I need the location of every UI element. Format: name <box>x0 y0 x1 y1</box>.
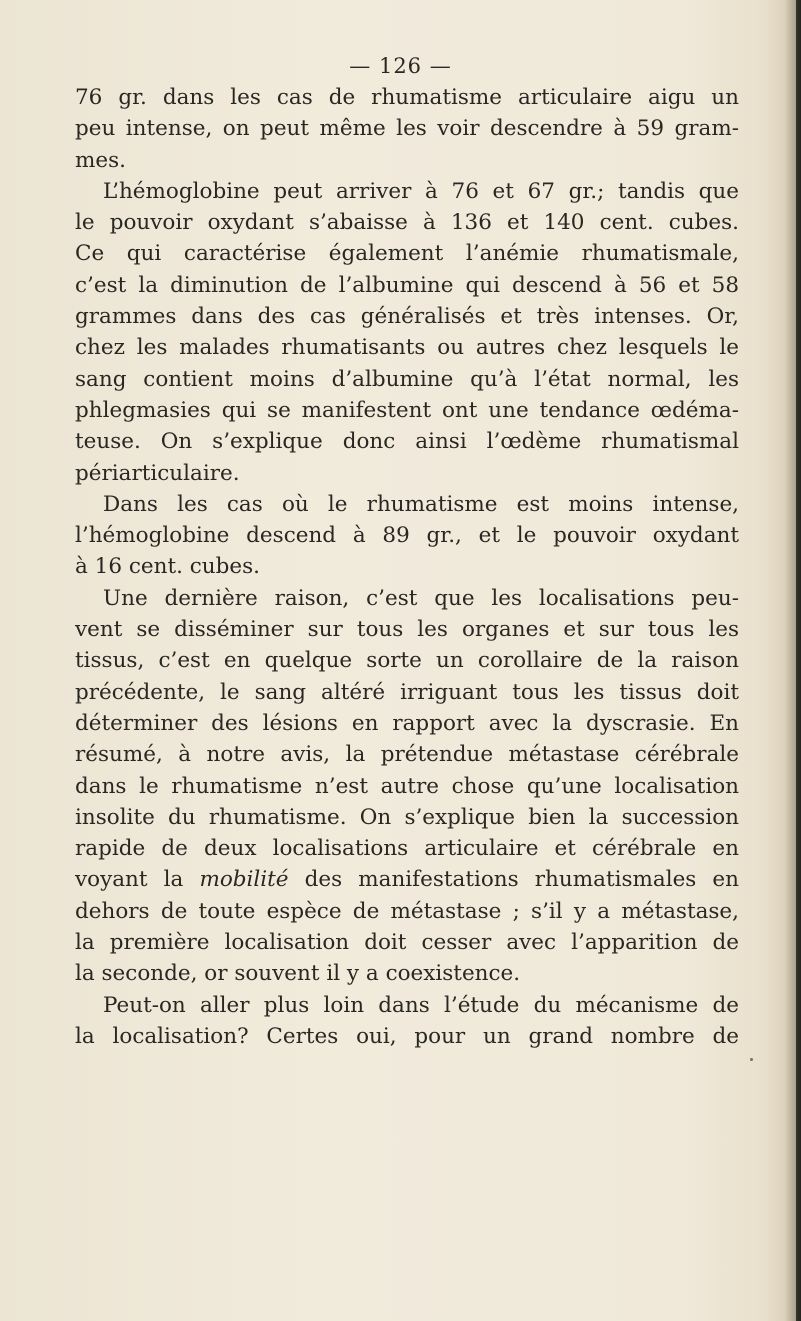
text-line: Une dernière raison, c’est que les localisations peu- <box>103 585 739 611</box>
text-line: le pouvoir oxydant s’abaisse à 136 et 140 cent. cubes. <box>75 210 739 236</box>
text-line: précédente, le sang altéré irriguant tous les tissus doit <box>75 679 739 705</box>
text-line: la seconde, or souvent il y a coexistence. <box>75 961 521 987</box>
text-line: tissus, c’est en quelque sorte un corollaire de la raison <box>75 648 739 674</box>
text-line: l’hémoglobine descend à 89 gr., et le pouvoir oxydant <box>75 523 739 549</box>
binding-edge <box>796 0 801 1321</box>
text-line: la première localisation doit cesser avec l’apparition de <box>75 930 739 956</box>
text-line: Peut-on aller plus loin dans l’étude du mécanisme de <box>103 992 739 1018</box>
italic-term: mobilité <box>199 867 289 893</box>
text-line: dans le rhumatisme n’est autre chose qu’une localisation <box>75 773 739 799</box>
text-segment: voyant la <box>75 867 200 893</box>
text-line: vent se disséminer sur tous les organes et sur tous les <box>75 617 739 643</box>
text-line: c’est la diminution de l’albumine qui descend à 56 et 58 <box>75 272 739 298</box>
text-line: insolite du rhumatisme. On s’explique bien la succession <box>75 804 739 830</box>
text-line: la localisation? Certes oui, pour un grand nombre de <box>75 1023 739 1049</box>
text-line: rapide de deux localisations articulaire et cérébrale en <box>75 836 739 862</box>
text-line <box>75 864 739 895</box>
text-line: grammes dans des cas généralisés et très intenses. Or, <box>75 304 739 330</box>
text-line: Ce qui caractérise également l’anémie rhumatismale, <box>75 241 739 267</box>
body-text <box>75 82 739 1052</box>
text-line: L’hémoglobine peut arriver à 76 et 67 gr.; tandis que <box>103 178 739 204</box>
paper-speck <box>750 1058 753 1061</box>
text-line: périarticulaire. <box>75 460 240 486</box>
page-number-header: — 126 — <box>349 54 452 78</box>
text-line: teuse. On s’explique donc ainsi l’œdème rhumatismal <box>75 429 739 455</box>
text-line: dehors de toute espèce de métastase ; s’il y a métastase, <box>75 898 739 924</box>
text-segment: des manifestations rhumatismales en <box>288 867 740 893</box>
text-line: chez les malades rhumatisants ou autres chez lesquels le <box>75 335 739 361</box>
text-line: sang contient moins d’albumine qu’à l’état normal, les <box>75 366 739 392</box>
text-line: résumé, à notre avis, la prétendue métastase cérébrale <box>75 742 739 768</box>
text-line: Dans les cas où le rhumatisme est moins intense, <box>103 491 739 517</box>
text-line: phlegmasies qui se manifestent ont une tendance œdéma- <box>75 397 739 423</box>
text-line: 76 gr. dans les cas de rhumatisme articulaire aigu un <box>75 85 739 110</box>
text-line: peu intense, on peut même les voir descendre à 59 gram- <box>75 116 739 142</box>
text-line: mes. <box>75 147 126 173</box>
text-line: déterminer des lésions en rapport avec la dyscrasie. En <box>75 710 739 736</box>
text-line: à 16 cent. cubes. <box>75 554 261 580</box>
